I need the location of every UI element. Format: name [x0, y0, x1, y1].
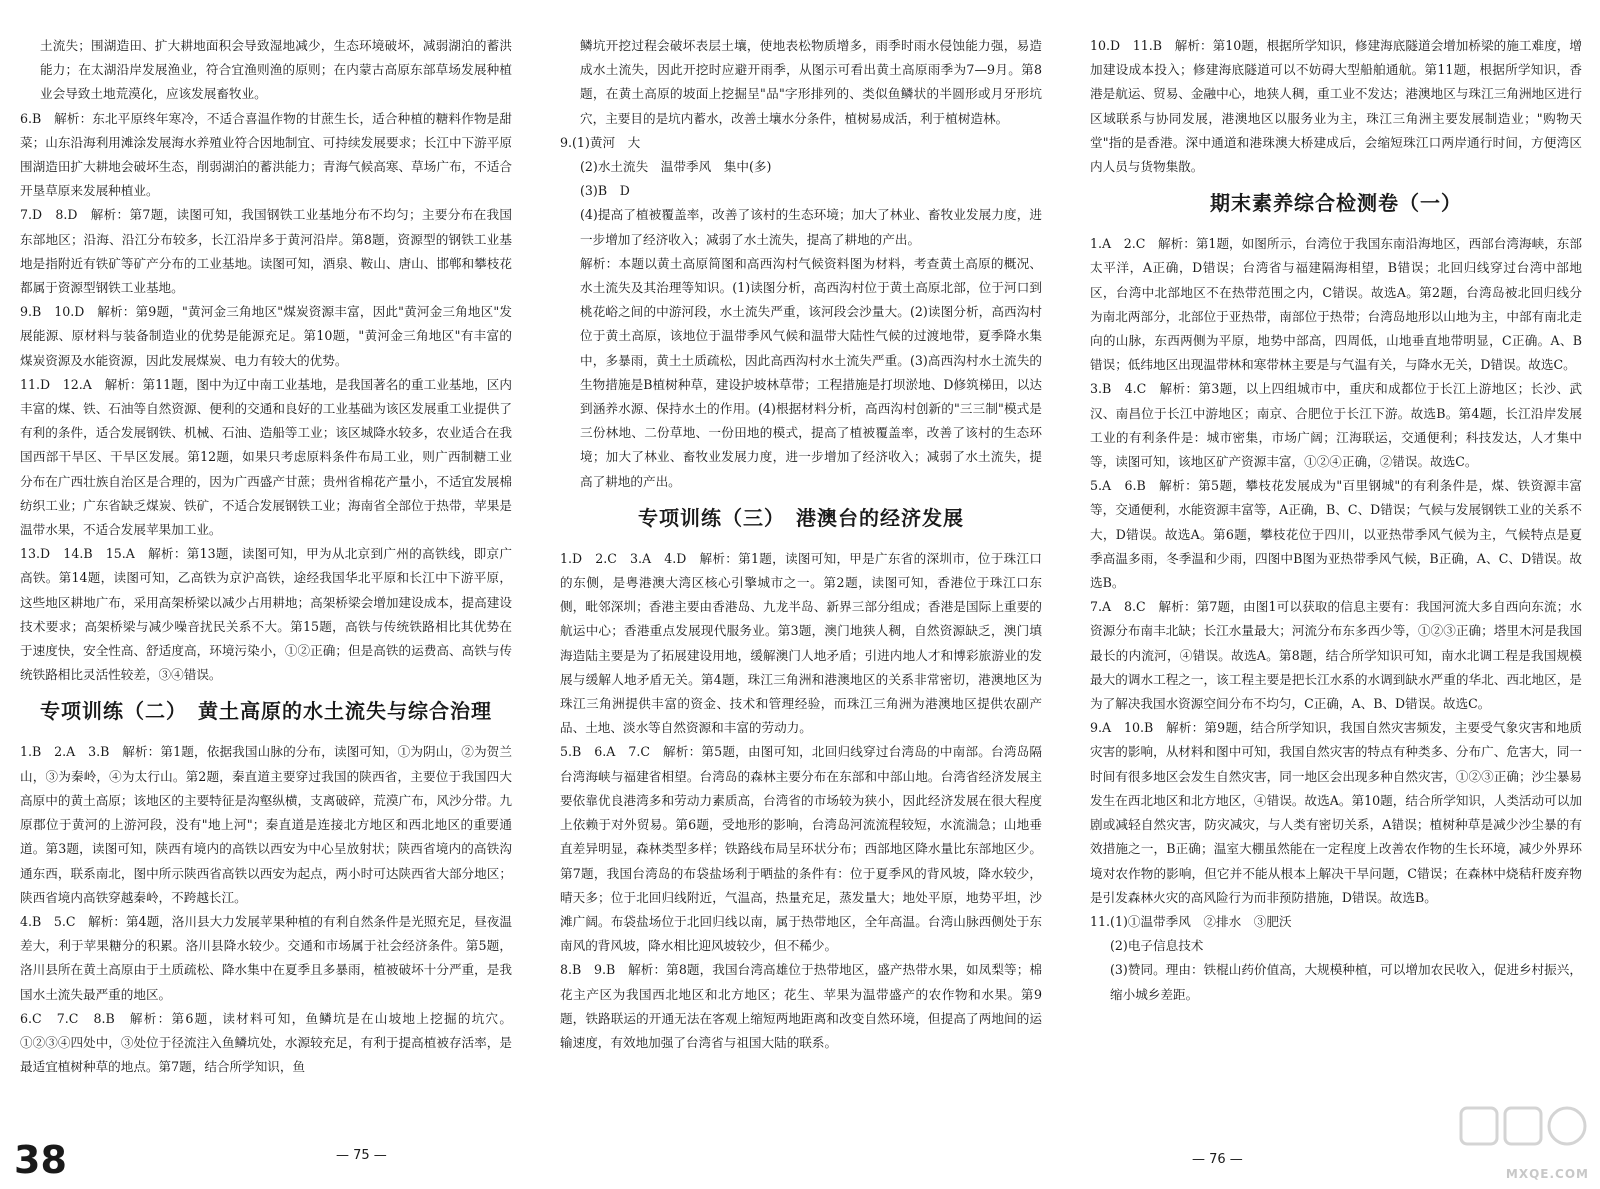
answer-paragraph: 10.D 11.B 解析：第10题，根据所学知识，修建海底隧道会增加桥梁的施工难度，增加建设成本投入；修建海底隧道可以不妨碍大型船舶通航。第11题，根据所学知识，香港是航运、贸易、金融中心，地狭人稠，重工业不发达；港澳地区与珠江三角洲地区进行区域联系与协同发展，港澳地区以服务业为主，珠江三角洲主要发展制造业；"购物天堂"指的是香港。深中通道和港珠澳大桥建成后，会缩短珠江口两岸通行时间，方便湾区内人员与货物集散。	[1090, 38, 1582, 175]
answer-paragraph: 5.B 6.A 7.C 解析：第5题，由图可知，北回归线穿过台湾岛的中南部。台湾岛隔台湾海峡与福建省相望。台湾岛的森林主要分布在东部和中部山地。台湾省经济发展主要依靠优良港湾多和劳动力素质高，台湾省的市场较为狭小，因此经济发展在很大程度上依赖于对外贸易。第6题，受地形的影响，台湾岛河流流程较短，水流湍急；山地垂直差异明显，森林类型多样；铁路线布局呈环状分布；西部地区降水量比东部地区少。第7题，我国台湾岛的布袋盐场利于晒盐的条件有：位于夏季风的背风坡，降水较少，晴天多；位于北回归线附近，气温高，热量充足，蒸发量大；地处平原，地势平坦，沙滩广阔。布袋盐场位于北回归线以南，属于热带地区，全年高温。台湾山脉西侧处于东南风的背风坡，降水相比迎风坡较少，但不稀少。	[560, 744, 1042, 954]
answer-paragraph: 9.B 10.D 解析：第9题，"黄河金三角地区"煤炭资源丰富，因此"黄河金三角地区"发展能源、原材料与装备制造业的优势是能源充足。第10题，"黄河金三角地区"有丰富的煤炭资源及水能资源，因此发展煤炭、电力有较大的优势。	[20, 304, 512, 368]
answer-paragraph: 1.A 2.C 解析：第1题，如图所示，台湾位于我国东南沿海地区，西部台湾海峡，东部太平洋，A正确，D错误；台湾省与福建隔海相望，B错误；北回归线穿过台湾中部地区，台湾中北部地区不在热带范围之内，C错误。故选A。第2题，台湾岛被北回归线分为南北两部分，北部位于亚热带，南部位于热带；台湾岛地形以山地为主，中部有南北走向的山脉，东西两侧为平原，地势中部高，四周低，山地垂直地带明显，C正确。A、B错误；低纬地区出现温带林和寒带林主要是与气温有关，与降水无关，D错误。故选C。	[1090, 236, 1582, 373]
answer-paragraph: (3)B D	[580, 183, 630, 199]
answer-paragraph: 4.B 5.C 解析：第4题，洛川县大力发展苹果种植的有利自然条件是光照充足，昼夜温差大，利于苹果糖分的积累。洛川县降水较少。交通和市场属于社会经济条件。第5题，洛川县所在黄土高原由于土质疏松、降水集中在夏季且多暴雨，植被破坏十分严重，是我国水土流失最严重的地区。	[20, 913, 512, 1002]
middle-column	[560, 34, 1042, 1055]
middle-items	[560, 34, 1042, 494]
answer-paragraph: 9.A 10.B 解析：第9题，结合所学知识，我国自然灾害频发，主要受气象灾害和地质灾害的影响，从材料和图中可知，我国自然灾害的特点有种类多、分布广、危害大，同一时间有很多地区会发生自然灾害，同一地区会出现多种自然灾害，①②③正确；沙尘暴易发生在西北地区和北方地区，④错误。故选A。第10题，结合所学知识，人类活动可以加剧或减轻自然灾害，防灾减灾，与人类有密切关系，A错误；植树种草是减少沙尘暴的有效措施之一，B正确；温室大棚虽然能在一定程度上改善农作物的生长环境，减少外界环境对农作物的影响，但它并不能从根本上解决干旱问题，C错误；在森林中烧秸秆废弃物是引发森林火灾的高风险行为而非预防措施，D错误。故选B。	[1090, 720, 1582, 905]
answer-paragraph: (3)赞同。理由：铁棍山药价值高，大规模种植，可以增加农民收入，促进乡村振兴，缩小城乡差距。	[1110, 962, 1582, 1002]
answer-paragraph: (4)提高了植被覆盖率，改善了该村的生态环境；加大了林业、畜牧业发展力度，进一步增加了经济收入；减弱了水土流失，提高了耕地的产出。	[580, 207, 1042, 247]
left-items-2	[20, 740, 512, 1079]
answer-paragraph: 11.(1)①温带季风 ②排水 ③肥沃	[1090, 913, 1292, 929]
answer-paragraph: 11.D 12.A 解析：第11题，图中为辽中南工业基地，是我国著名的重工业基地，区内丰富的煤、铁、石油等自然资源、便利的交通和良好的工业基础为该区发展重工业提供了有利的条件，适合发展钢铁、机械、石油、造船等工业；该区城降水较多，农业适合在我国西部干旱区、干旱区发展。第12题，如果只考虑原料条件布局工业，则广西制糖工业分布在广西壮族自治区是合理的，因为广西盛产甘蔗；贵州省棉花产量小，不适宜发展棉纺织工业；广东省缺乏煤炭、铁矿，不适合发展钢铁工业；海南省全部位于热带，苹果是温带水果，不适合发展苹果加工业。	[20, 376, 512, 538]
section-heading-2: 专项训练（二） 黄土高原的水土流失与综合治理	[40, 699, 492, 724]
answer-paragraph: 7.D 8.D 解析：第7题，读图可知，我国钢铁工业基地分布不均匀；主要分布在我国东部地区；沿海、沿江分布较多，长江沿岸多于黄河沿岸。第8题，资源型的钢铁工业基地是指附近有铁矿等矿产分布的工业基地。读图可知，酒泉、鞍山、唐山、邯郸和攀枝花都属于资源型钢铁工业基地。	[20, 207, 512, 296]
answer-paragraph: 7.A 8.C 解析：第7题，由图1可以获取的信息主要有：我国河流大多自西向东流；水资源分布南丰北缺；长江水量最大；河流分布东多西少等，①②③正确；塔里木河是我国最长的内流河，④错误。故选A。第8题，结合所学知识可知，南水北调工程是我国规模最大的调水工程之一，该工程主要是把长江水系的水调到缺水严重的华北、西北地区，是为了解决我国水资源空间分布不均匀，C正确，A、B、D错误。故选C。	[1090, 599, 1582, 712]
answer-paragraph: 6.C 7.C 8.B 解析：第6题，读材料可知，鱼鳞坑是在山坡地上挖掘的坑穴。①②③④四处中，③处位于径流注入鱼鳞坑处，水源较充足，有利于提高植被存活率，是最适宜植树种草的地点。第7题，结合所学知识，鱼	[20, 1010, 512, 1075]
middle-items-2	[560, 547, 1042, 1055]
answer-paragraph: 土流失；围湖造田、扩大耕地面积会导致湿地减少，生态环境破坏，减弱湖泊的蓄洪能力；在太湖沿岸发展渔业，符合宜渔则渔的原则；在内蒙古高原东部草场发展种植业会导致土地荒漠化，应该发展畜牧业。	[40, 38, 512, 102]
right-items-2	[1090, 232, 1582, 1007]
answer-paragraph: 6.B 解析：东北平原终年寒冷，不适合喜温作物的甘蔗生长，适合种植的糖料作物是甜菜；山东沿海利用滩涂发展海水养殖业符合因地制宜、可持续发展要求；长江中下游平原围湖造田扩大耕地会破坏生态，削弱湖泊的蓄洪能力；青海气候高寒、草场广布，不适合开垦草原来发展种植业。	[20, 110, 512, 199]
big-page-number: 38	[14, 1138, 67, 1182]
watermark-logo	[1455, 1100, 1595, 1185]
answer-paragraph: (2)电子信息技术	[1110, 938, 1204, 954]
answer-paragraph: 8.B 9.B 解析：第8题，我国台湾高雄位于热带地区，盛产热带水果，如凤梨等；棉花主产区为我国西北地区和北方地区；花生、苹果为温带盛产的农作物和水果。第9题，铁路联运的开通无法在客观上缩短两地距离和改变自然环境，但提高了两地间的运输速度，有效地加强了台湾省与祖国大陆的联系。	[560, 962, 1042, 1050]
answer-paragraph: 解析：本题以黄土高原简图和高西沟村气候资料图为材料，考查黄土高原的概况、水土流失及其治理等知识。(1)读图分析，高西沟村位于黄土高原北部，位于河口到桃花峪之间的中游河段，水土流失严重，该河段会沙量大。(2)读图分析，高西沟村位于黄土高原，该地位于温带季风气候和温带大陆性气候的过渡地带，夏季降水集中，多暴雨，黄土土质疏松，因此高西沟村水土流失严重。(3)高西沟村水土流失的生物措施是B植树种草，建设护坡林草带；工程措施是打坝淤地、D修筑梯田，以达到涵养水源、保持水土的作用。(4)根据材料分析，高西沟村创新的"三三制"模式是三份林地、二份草地、一份田地的模式，提高了植被覆盖率，改善了该村的生态环境；加大了林业、畜牧业发展力度，进一步增加了经济收入；减弱了水土流失，提高了耕地的产出。	[580, 255, 1042, 489]
answer-paragraph: 3.B 4.C 解析：第3题，以上四组城市中，重庆和成都位于长江上游地区；长沙、武汉、南昌位于长江中游地区；南京、合肥位于长江下游。故选B。第4题，长江沿岸发展工业的有利条件是：城市密集，市场广阔；江海联运，交通便利；科技发达，人才集中等，读图可知，该地区矿产资源丰富，①②④正确，②错误。故选C。	[1090, 381, 1582, 470]
page-number-left: — 75 —	[336, 1148, 387, 1163]
right-items	[1090, 34, 1582, 179]
answer-paragraph: 鳞坑开挖过程会破坏表层土壤，使地表松物质增多，雨季时雨水侵蚀能力强，易造成水土流失，因此开挖时应避开雨季，从图示可看出黄土高原雨季为7—9月。第8题，在黄土高原的坡面上挖掘呈"品"字形排列的、类似鱼鳞状的半圆形或月牙形坑穴，主要目的是坑内蓄水，改善土壤水分条件，植树易成活，利于植树造林。	[580, 38, 1042, 126]
answer-paragraph: 13.D 14.B 15.A 解析：第13题，读图可知，甲为从北京到广州的高铁线，即京广高铁。第14题，读图可知，乙高铁为京沪高铁，途经我国华北平原和长江中下游平原，这些地区耕地广布，采用高架桥梁以减少占用耕地；高架桥梁会增加建设成本，提高建设技术要求；高架桥梁与减少噪音扰民关系不大。第15题，高铁与传统铁路相比其优势在于速度快，安全性高、舒适度高，环境污染小，①②正确；但是高铁的运费高、高铁与传统铁路相比灵活性较差，③④错误。	[20, 546, 512, 683]
answer-paragraph: 1.B 2.A 3.B 解析：第1题，依据我国山脉的分布，读图可知，①为阴山，②为贺兰山，③为秦岭，④为太行山。第2题，秦直道主要穿过我国的陕西省，主要位于我国四大高原中的黄土高原；该地区的主要特征是沟壑纵横，支离破碎，荒漠广布，风沙分带。九原郡位于黄河的上游河段，没有"地上河"；秦直道是连接北方地区和西北地区的重要通道。第3题，读图可知，陕西有境内的高铁以西安为中心呈放射状；陕西省境内的高铁沟通东西，联系南北，图中所示陕西省高铁以西安为起点，两小时可达陕西省大部分地区；陕西省境内高铁穿越秦岭，不跨越长江。	[20, 744, 512, 905]
answer-paragraph: 9.(1)黄河 大	[560, 134, 641, 150]
answer-paragraph: 1.D 2.C 3.A 4.D 解析：第1题，读图可知，甲是广东省的深圳市，位于珠江口的东侧，是粤港澳大湾区核心引擎城市之一。第2题，读图可知，香港位于珠江口东侧，毗邻深圳；香港主要由香港岛、九龙半岛、新界三部分组成；香港是国际上重要的航运中心；香港重点发展现代服务业。第3题，澳门地狭人稠，自然资源缺乏，澳门填海造陆主要是为了拓展建设用地，缓解澳门人地矛盾；引进内地人才和博彩旅游业的发展与缓解人地矛盾无关。第4题，珠江三角洲和港澳地区的关系非常密切，港澳地区为珠江三角洲提供丰富的资金、技术和管理经验，而珠江三角洲为港澳地区提供农副产品、土地、淡水等自然资源和丰富的劳动力。	[560, 550, 1042, 736]
page-number-right: — 76 —	[1192, 1152, 1243, 1167]
right-column	[1090, 34, 1582, 1007]
section-heading-final-exam: 期末素养综合检测卷（一）	[1210, 191, 1462, 216]
section-heading-3: 专项训练（三） 港澳台的经济发展	[638, 505, 964, 530]
answer-paragraph: 5.A 6.B 解析：第5题，攀枝花发展成为"百里钢城"的有利条件是，煤、铁资源丰富等，交通便利，水能资源丰富等，A正确，B、C、D错误；气候与发展钢铁工业的关系不大，D错误。故选A。第6题，攀枝花位于四川，以亚热带季风气候为主，气候特点是夏季高温多雨，冬季温和少雨，四图中B图为亚热带季风气候，B正确，A、C、D错误。故选B。	[1090, 478, 1582, 591]
left-column	[20, 34, 512, 1079]
left-items	[20, 34, 512, 687]
watermark-text: MXQE.COM	[1505, 1167, 1589, 1181]
answer-paragraph: (2)水土流失 温带季风 集中(多)	[580, 159, 772, 175]
